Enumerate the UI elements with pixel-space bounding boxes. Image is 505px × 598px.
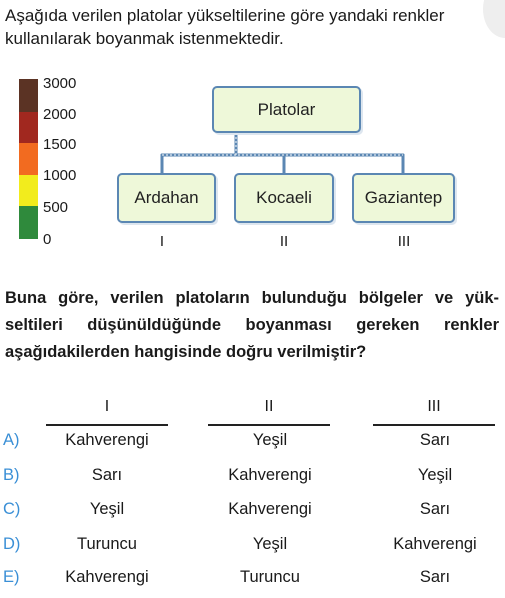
tree-connectors — [0, 0, 505, 270]
option-cell: Yeşil — [252, 431, 288, 449]
question-line-3: aşağıdakilerden hangisinde doğru verilmiştir? — [5, 343, 367, 361]
option-letter: B) — [3, 466, 20, 484]
numeral-label: II — [279, 233, 289, 250]
legend-label: 1500 — [43, 136, 77, 153]
option-letter: A) — [3, 431, 20, 449]
question-line-1: Buna göre, verilen platoların bulunduğu bölgeler ve yük- — [5, 289, 499, 307]
intro-line-1: Aşağıda verilen platolar yükseltilerine göre yandaki renkler — [5, 6, 445, 25]
option-cell: Kahverengi — [65, 431, 149, 449]
option-cell: Turuncu — [240, 568, 300, 586]
kocaeli-box — [234, 173, 334, 223]
option-cell: Kahverengi — [393, 535, 477, 553]
plateau-name: Gaziantep — [364, 188, 443, 207]
legend-label: 2000 — [43, 106, 77, 123]
legend-label: 3000 — [43, 75, 77, 92]
legend-label: 0 — [43, 231, 52, 248]
root-label: Platolar — [257, 99, 316, 119]
option-cell: Sarı — [419, 500, 451, 518]
gaziantep-box — [352, 173, 455, 223]
question-text — [5, 285, 499, 366]
option-cell: Kahverengi — [65, 568, 149, 586]
intro-line-2: kullanılarak boyanmak istenmektedir. — [5, 29, 284, 48]
question-line-2: seltileri düşünüldüğünde boyanması gereken renkler — [5, 316, 499, 334]
option-cell: Yeşil — [252, 535, 288, 553]
numeral-label: III — [397, 233, 411, 250]
platolar-root-box — [212, 86, 361, 133]
column-rule — [373, 424, 495, 426]
option-cell: Turuncu — [77, 535, 137, 553]
option-letter: E) — [3, 568, 20, 586]
option-cell: Sarı — [91, 466, 123, 484]
column-rule — [208, 424, 330, 426]
legend-label: 1000 — [43, 167, 77, 184]
plateau-name: Kocaeli — [256, 188, 312, 207]
legend-label: 500 — [43, 199, 69, 216]
plateau-name: Ardahan — [134, 188, 199, 207]
column-header: II — [264, 398, 274, 415]
option-cell: Yeşil — [89, 500, 125, 518]
option-cell: Yeşil — [417, 466, 453, 484]
option-cell: Sarı — [419, 568, 451, 586]
column-header: I — [104, 398, 110, 415]
column-header: III — [427, 398, 441, 415]
option-cell: Kahverengi — [228, 466, 312, 484]
ardahan-box — [117, 173, 216, 223]
numeral-label: I — [159, 233, 165, 250]
option-letter: C) — [3, 500, 21, 518]
option-cell: Sarı — [419, 431, 451, 449]
option-letter: D) — [3, 535, 21, 553]
option-cell: Kahverengi — [228, 500, 312, 518]
column-rule — [46, 424, 168, 426]
